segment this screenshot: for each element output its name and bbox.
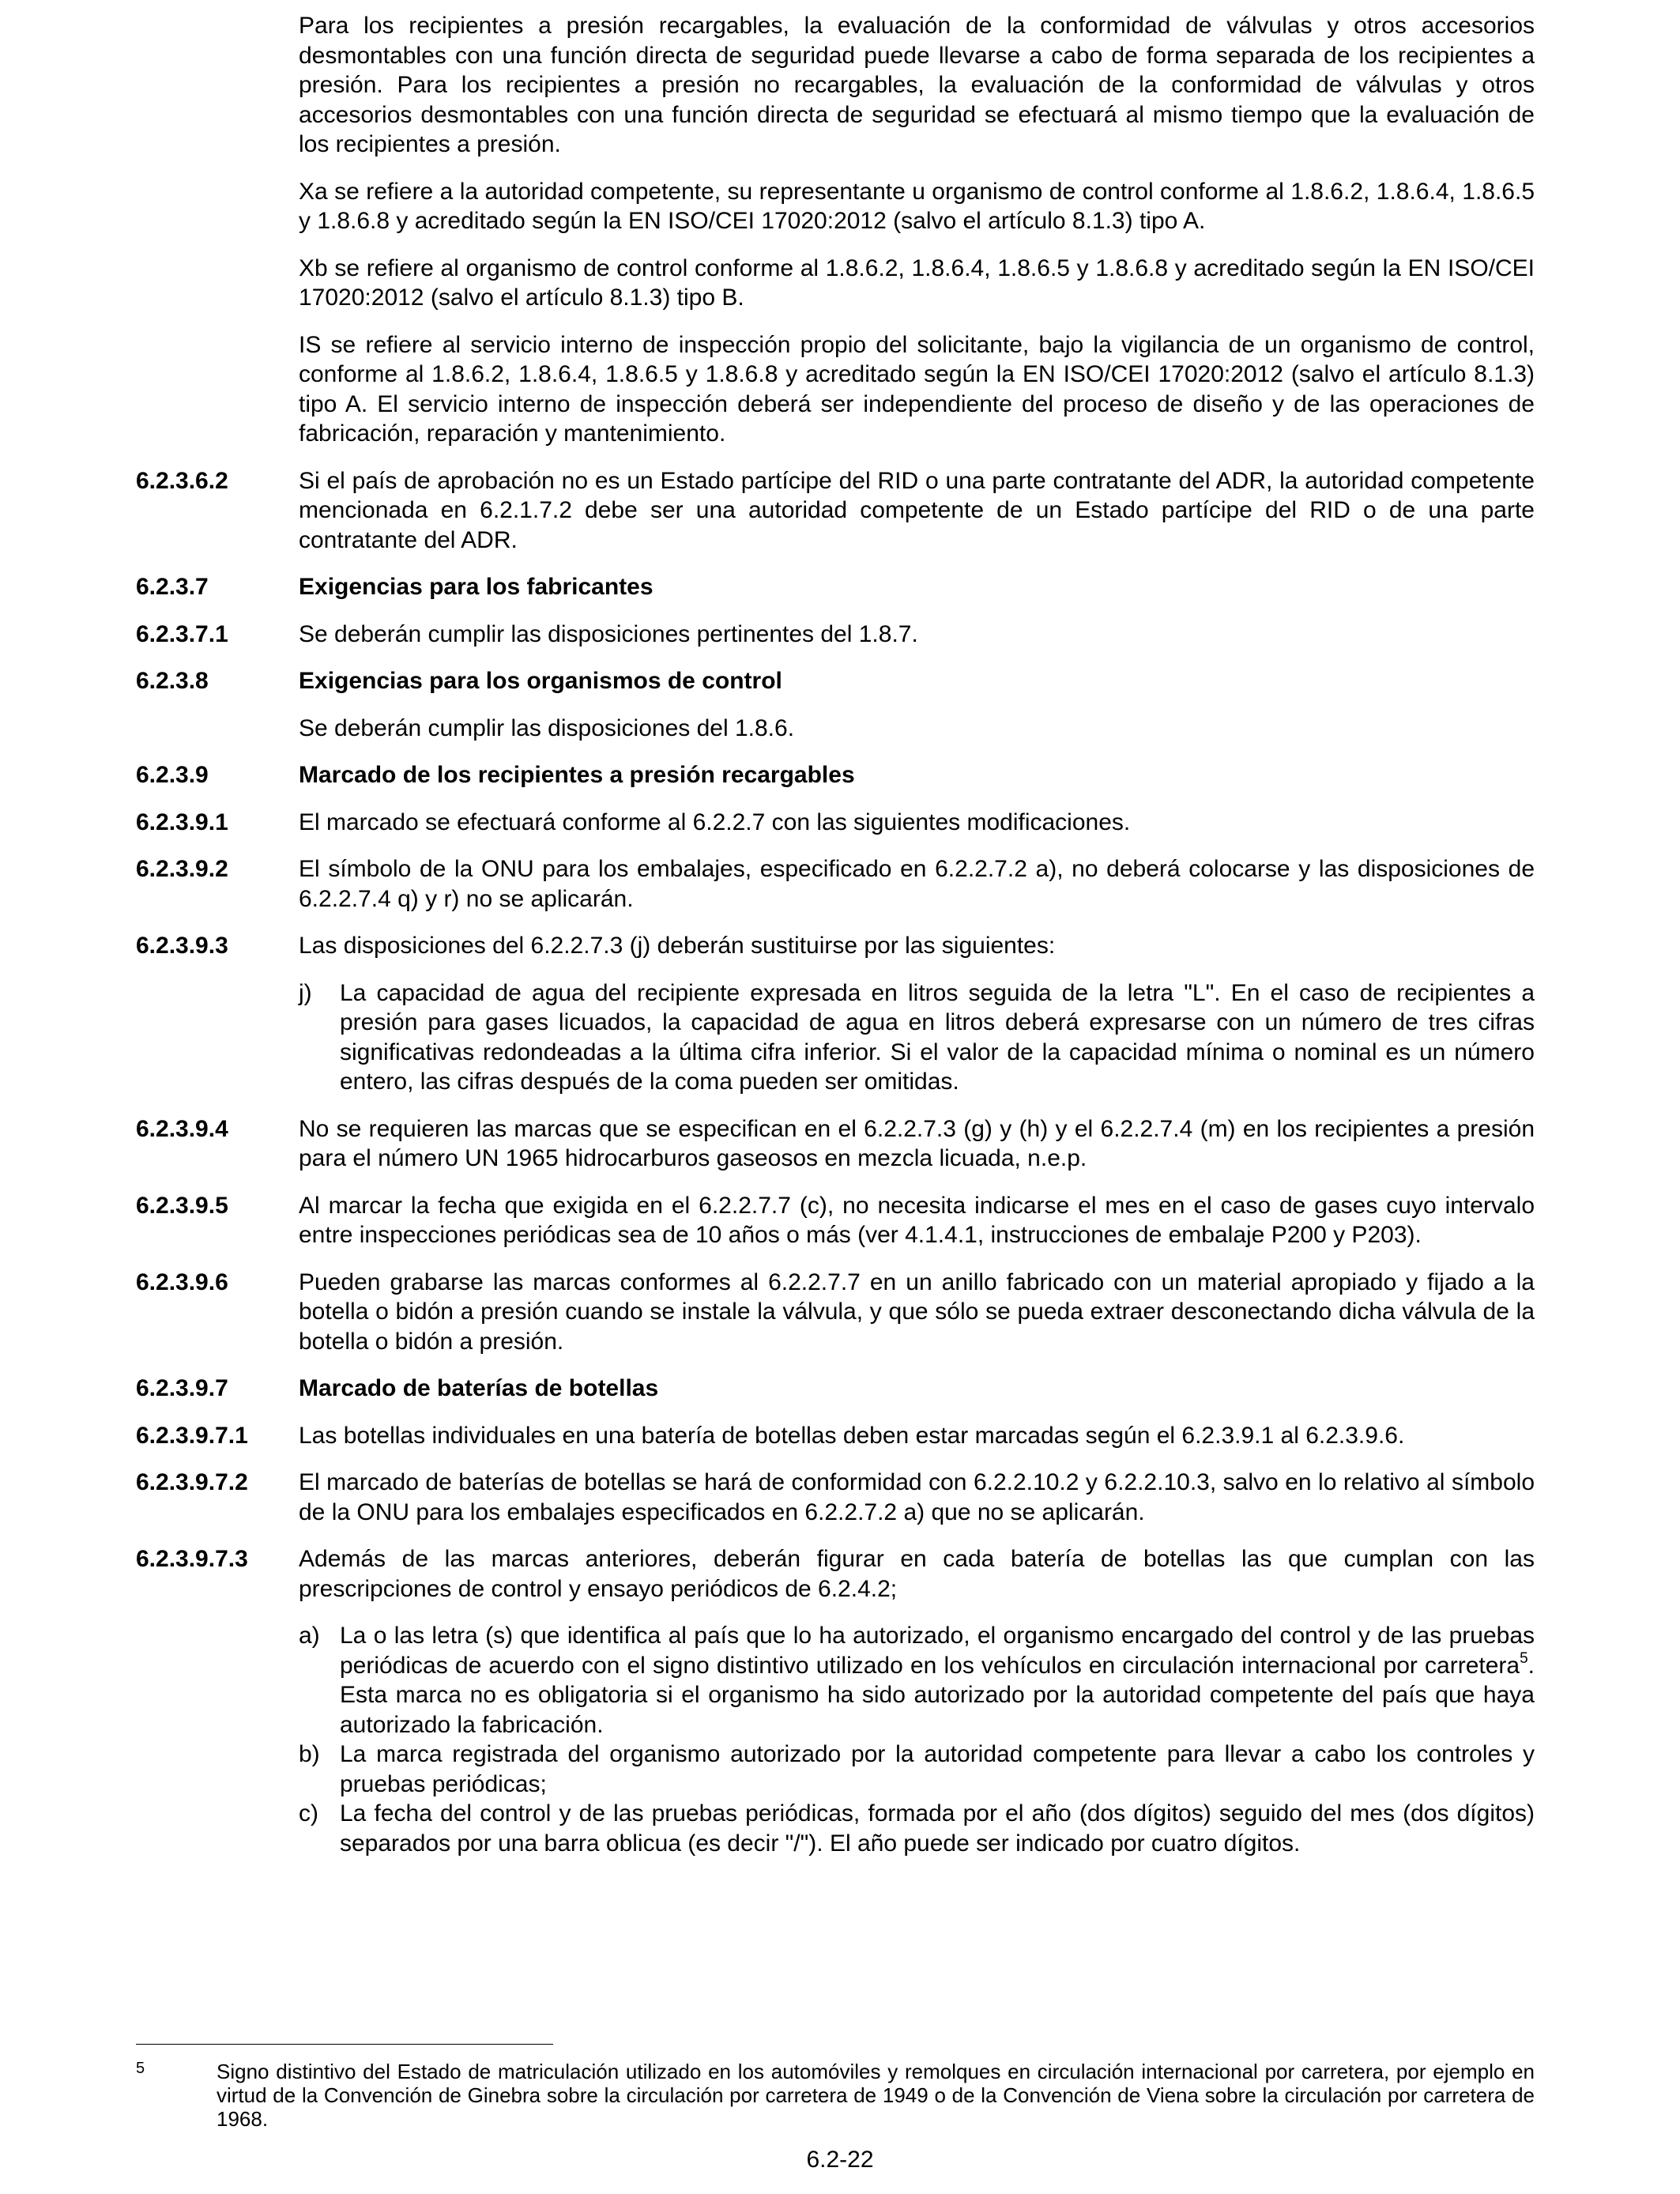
section-text: El marcado de baterías de botellas se hará de conformidad con 6.2.2.10.2 y 6.2.2.10.3, salvo en lo relativo al símbolo de la ONU para los embalajes especificados en 6.2.2.7.2 a) que no se aplicarán. (299, 1469, 1535, 1525)
section-number: 6.2.3.9.2 (136, 856, 228, 882)
list-item-text-part: . Esta marca no es obligatoria si el organismo ha sido autorizado por la autoridad competente del país que haya autorizado la fabricación. (340, 1652, 1535, 1738)
section-number: 6.2.3.9.7 (136, 1375, 228, 1401)
section-number: 6.2.3.8 (136, 668, 209, 694)
page-number: 6.2-22 (806, 2147, 874, 2173)
section-6-2-3-9-7 (136, 1374, 1535, 1404)
section-number: 6.2.3.7.1 (136, 620, 228, 647)
list-item-label: c) (299, 1800, 318, 1826)
list-item-label: a) (299, 1623, 320, 1649)
list-item-label: j) (299, 979, 312, 1006)
list-item-a (299, 1621, 1535, 1740)
section-text: Las disposiciones del 6.2.2.7.3 (j) deberán sustituirse por las siguientes: (299, 933, 1056, 959)
section-6-2-3-9-5 (136, 1191, 1535, 1250)
section-number: 6.2.3.9 (136, 762, 209, 788)
footnote-text: Signo distintivo del Estado de matriculación utilizado en los automóviles y remolques en circulación internacional por carretera, por ejemplo en virtud de la Convención de Ginebra sobre la circulación por carretera de 1949 o de la Convención de Viena sobre la circulación por carretera de 1968. (217, 2060, 1535, 2131)
section-heading: Exigencias para los organismos de control (299, 668, 782, 694)
section-6-2-3-8 (136, 666, 1535, 696)
section-heading: Marcado de baterías de botellas (299, 1375, 659, 1401)
section-6-2-3-9-7-2 (136, 1468, 1535, 1527)
section-6-2-3-9-1 (136, 808, 1535, 838)
section-text: Si el país de aprobación no es un Estado partícipe del RID o una parte contratante del ADR, la autoridad competente mencionada en 6.2.1.7.2 debe ser una autoridad competente de un Estado partícipe del RID o de una parte contratante del ADR. (299, 467, 1535, 553)
section-6-2-3-9-2 (136, 854, 1535, 914)
section-heading: Exigencias para los fabricantes (299, 574, 654, 600)
section-text: El marcado se efectuará conforme al 6.2.2.7 con las siguientes modificaciones. (299, 809, 1131, 835)
list-item-text-part: La o las letra (s) que identifica al país que lo ha autorizado, el organismo encargado del control y de las pruebas periódicas de acuerdo con el signo distintivo utilizado en los vehículos en circulación internacional por carretera (340, 1623, 1535, 1679)
section-number: 6.2.3.6.2 (136, 467, 228, 494)
list-item-text (340, 1621, 1535, 1740)
paragraph-inspection-bodies: Se deberán cumplir las disposiciones del 1.8.6. (299, 714, 795, 741)
paragraph-xb-definition: Xb se refiere al organismo de control conforme al 1.8.6.2, 1.8.6.4, 1.8.6.5 y 1.8.6.8 y acreditado según la EN ISO/CEI 17020:2012 (salvo el artículo 8.1.3) tipo B. (299, 254, 1535, 311)
section-text: Las botellas individuales en una batería de botellas deben estar marcadas según el 6.2.3.9.1 al 6.2.3.9.6. (299, 1422, 1405, 1449)
section-text: Pueden grabarse las marcas conformes al 6.2.2.7.7 en un anillo fabricado con un material apropiado y fijado a la botella o bidón a presión cuando se instale la válvula, y que sólo se pueda extraer desconectando dicha válvula de la botella o bidón a presión. (299, 1269, 1535, 1355)
footnote (136, 2060, 1535, 2131)
section-6-2-3-9-7-3 (136, 1544, 1535, 1604)
section-number: 6.2.3.9.7.2 (136, 1469, 248, 1495)
list-item-text: La capacidad de agua del recipiente expresada en litros seguida de la letra "L". En el caso de recipientes a presión para gases licuados, la capacidad de agua en litros deberá expresarse con un número de tres cifras significativas redondeadas a la última cifra inferior. Si el valor de la capacidad mínima o nominal es un número entero, las cifras después de la coma pueden ser omitidas. (340, 979, 1535, 1095)
section-6-2-3-9-4 (136, 1114, 1535, 1174)
section-number: 6.2.3.9.3 (136, 933, 228, 959)
paragraph-valves-assessment: Para los recipientes a presión recargables, la evaluación de la conformidad de válvulas y otros accesorios desmontables con una función directa de seguridad puede llevarse a cabo de forma separada de los recipientes a presión. Para los recipientes a presión no recargables, la evaluación de la conformidad de válvulas y otros accesorios desmontables con una función directa de seguridad se efectuará al mismo tiempo que la evaluación de los recipientes a presión. (299, 13, 1535, 157)
list-item-label: b) (299, 1741, 320, 1767)
section-number: 6.2.3.9.5 (136, 1192, 228, 1219)
section-6-2-3-9-7-1 (136, 1421, 1535, 1451)
footnote-reference[interactable]: 5 (1520, 1649, 1528, 1667)
section-6-2-3-7 (136, 572, 1535, 602)
list-item-text: La fecha del control y de las pruebas periódicas, formada por el año (dos dígitos) seguido del mes (dos dígitos) separados por una barra oblicua (es decir "/"). El año puede ser indicado por cuatro dígitos. (340, 1800, 1535, 1857)
section-number: 6.2.3.7 (136, 574, 209, 600)
list-item-text: La marca registrada del organismo autorizado por la autoridad competente para llevar a cabo los controles y pruebas periódicas; (340, 1741, 1535, 1797)
section-number: 6.2.3.9.1 (136, 809, 228, 835)
footnote-separator (136, 2044, 553, 2045)
section-number: 6.2.3.9.6 (136, 1269, 228, 1295)
page-content (136, 11, 1535, 1858)
section-heading: Marcado de los recipientes a presión recargables (299, 762, 855, 788)
section-number: 6.2.3.9.4 (136, 1115, 228, 1142)
section-number: 6.2.3.9.7.3 (136, 1546, 248, 1572)
section-6-2-3-9-3 (136, 931, 1535, 961)
section-6-2-3-9-6 (136, 1268, 1535, 1357)
section-text: Además de las marcas anteriores, deberán figurar en cada batería de botellas las que cumplan con las prescripciones de control y ensayo periódicos de 6.2.4.2; (299, 1546, 1535, 1602)
list-item-b (299, 1740, 1535, 1799)
section-6-2-3-9 (136, 760, 1535, 790)
section-text: Se deberán cumplir las disposiciones pertinentes del 1.8.7. (299, 620, 918, 647)
footnote-number: 5 (136, 2060, 145, 2077)
paragraph-xa-definition: Xa se refiere a la autoridad competente, su representante u organismo de control conforme al 1.8.6.2, 1.8.6.4, 1.8.6.5 y 1.8.6.8 y acreditado según la EN ISO/CEI 17020:2012 (salvo el artículo 8.1.3) tipo A. (299, 178, 1535, 234)
list-item-c (299, 1799, 1535, 1858)
section-6-2-3-7-1 (136, 620, 1535, 650)
section-6-2-3-6-2 (136, 466, 1535, 556)
list-item-j (299, 978, 1535, 1097)
section-text: El símbolo de la ONU para los embalajes, especificado en 6.2.2.7.2 a), no deberá colocarse y las disposiciones de 6.2.2.7.4 q) y r) no se aplicarán. (299, 856, 1535, 912)
section-text: No se requieren las marcas que se especifican en el 6.2.2.7.3 (g) y (h) y el 6.2.2.7.4 (m) en los recipientes a presión para el número UN 1965 hidrocarburos gaseosos en mezcla licuada, n.e.p. (299, 1115, 1535, 1171)
paragraph-is-definition: IS se refiere al servicio interno de inspección propio del solicitante, bajo la vigilancia de un organismo de control, conforme al 1.8.6.2, 1.8.6.4, 1.8.6.5 y 1.8.6.8 y acreditado según la EN ISO/CEI 17020:2012 (salvo el artículo 8.1.3) tipo A. El servicio interno de inspección deberá ser independiente del proceso de diseño y de las operaciones de fabricación, reparación y mantenimiento. (299, 331, 1535, 447)
section-text: Al marcar la fecha que exigida en el 6.2.2.7.7 (c), no necesita indicarse el mes en el caso de gases cuyo intervalo entre inspecciones periódicas sea de 10 años o más (ver 4.1.4.1, instrucciones de embalaje P200 y P203). (299, 1192, 1535, 1248)
section-number: 6.2.3.9.7.1 (136, 1422, 248, 1449)
